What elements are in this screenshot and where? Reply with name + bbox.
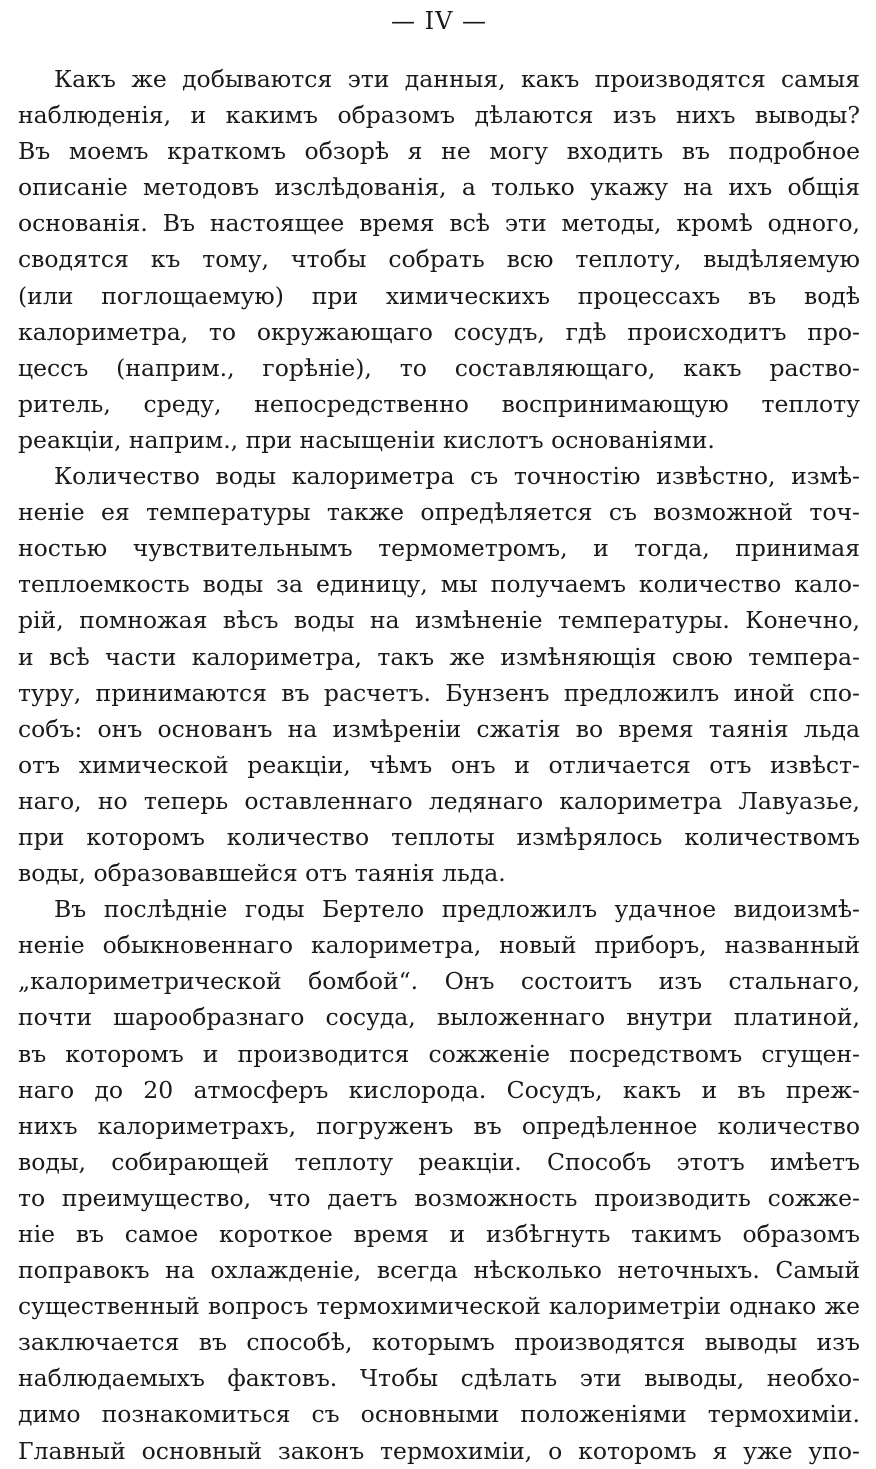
text-line: реакціи, наприм., при насыщеніи кислотъ основаніями. bbox=[18, 425, 715, 454]
text-line: Главный основный законъ термохиміи, о которомъ я уже упо- bbox=[18, 1436, 860, 1465]
text-line: Въ моемъ краткомъ обзорѣ я не могу входить въ подробное bbox=[18, 137, 860, 166]
text-line: отъ химической реакціи, чѣмъ онъ и отличается отъ извѣст- bbox=[18, 750, 860, 779]
text-line: воды, собирающей теплоту реакціи. Способъ этотъ имѣетъ bbox=[18, 1147, 860, 1176]
text-line: почти шарообразнаго сосуда, выложеннаго внутри платиной, bbox=[18, 1003, 860, 1032]
text-line: (или поглощаемую) при химическихъ процессахъ въ водѣ bbox=[18, 281, 860, 310]
text-line: ностью чувствительнымъ термометромъ, и тогда, принимая bbox=[18, 534, 860, 563]
page-number: — IV — bbox=[390, 7, 488, 35]
text-line: Въ послѣдніе годы Бертело предложилъ удачное видоизмѣ- bbox=[54, 895, 860, 924]
text-line: наблюденія, и какимъ образомъ дѣлаются изъ нихъ выводы? bbox=[18, 101, 860, 130]
text-line: Количество воды калориметра съ точностію извѣстно, измѣ- bbox=[54, 462, 860, 491]
text-line: ніе въ самое короткое время и избѣгнуть такимъ образомъ bbox=[18, 1220, 860, 1248]
text-line: ритель, среду, непосредственно воспринимающую теплоту bbox=[18, 389, 860, 418]
text-line: то преимущество, что даетъ возможность производить сожже- bbox=[18, 1183, 860, 1212]
text-line: собъ: онъ основанъ на измѣреніи сжатія во время таянія льда bbox=[18, 714, 860, 743]
text-line: и всѣ части калориметра, такъ же измѣняющія свою темпера- bbox=[18, 642, 860, 671]
text-line: туру, принимаются въ расчетъ. Бунзенъ предложилъ иной спо- bbox=[18, 678, 860, 707]
body-text bbox=[18, 61, 860, 1469]
text-line: неніе ея температуры также опредѣляется съ возможной точ- bbox=[18, 498, 860, 527]
text-line: нихъ калориметрахъ, погруженъ въ опредѣленное количество bbox=[18, 1111, 860, 1140]
text-line: при которомъ количество теплоты измѣрялось количествомъ bbox=[18, 822, 860, 851]
text-line: поправокъ на охлажденіе, всегда нѣсколько неточныхъ. Самый bbox=[18, 1256, 860, 1285]
text-line: теплоемкость воды за единицу, мы получаемъ количество кало- bbox=[18, 570, 860, 599]
text-line: заключается въ способѣ, которымъ производятся выводы изъ bbox=[18, 1328, 860, 1357]
text-line: наго до 20 атмосферъ кислорода. Сосудъ, какъ и въ преж- bbox=[18, 1075, 860, 1104]
text-line: цессъ (наприм., горѣніе), то составляющаго, какъ раство- bbox=[18, 353, 860, 382]
text-line: существенный вопросъ термохимической калориметріи однако же bbox=[18, 1292, 860, 1321]
text-line: основанія. Въ настоящее время всѣ эти методы, кромѣ одного, bbox=[18, 209, 860, 238]
text-line: димо познакомиться съ основными положеніями термохиміи. bbox=[18, 1400, 860, 1429]
text-line: неніе обыкновеннаго калориметра, новый приборъ, названный bbox=[18, 931, 860, 960]
text-line: сводятся къ тому, чтобы собрать всю теплоту, выдѣляемую bbox=[18, 245, 860, 274]
text-line: „калориметрической бомбой“. Онъ состоитъ изъ стальнаго, bbox=[18, 967, 860, 996]
text-line: Какъ же добываются эти данныя, какъ производятся самыя bbox=[54, 65, 860, 93]
text-line: калориметра, то окружающаго сосудъ, гдѣ происходитъ про- bbox=[18, 317, 860, 346]
text-line: воды, образовавшейся отъ таянія льда. bbox=[18, 859, 506, 888]
text-line: наго, но теперь оставленнаго ледянаго калориметра Лавуазье, bbox=[18, 786, 860, 815]
text-line: описаніе методовъ изслѣдованія, а только укажу на ихъ общія bbox=[18, 173, 860, 202]
text-line: наблюдаемыхъ фактовъ. Чтобы сдѣлать эти выводы, необхо- bbox=[18, 1364, 860, 1393]
text-line: рій, помножая вѣсъ воды на измѣненіе температуры. Конечно, bbox=[18, 606, 860, 635]
document-page bbox=[18, 0, 860, 1468]
text-line: въ которомъ и производится сожженіе посредствомъ сгущен- bbox=[18, 1039, 860, 1068]
